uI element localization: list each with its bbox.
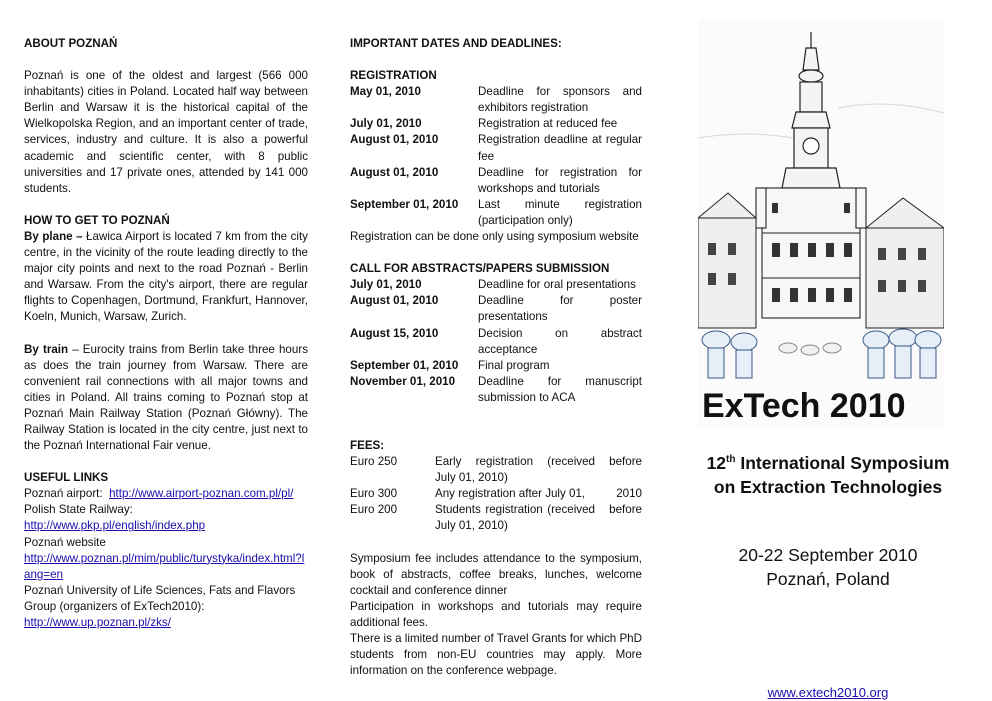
fee-amount: Euro 250 [350, 455, 398, 469]
registration-heading: REGISTRATION [350, 69, 437, 83]
about-column [24, 36, 308, 631]
row-text: Registration deadline at regular fee [478, 133, 642, 163]
plane-paragraph [24, 229, 308, 326]
fee-text [435, 502, 642, 534]
fee-note-2: Participation in workshops and tutorials may require additional fees. [350, 599, 642, 629]
city-label: Poznań website [24, 535, 106, 549]
row-text: Deadline for manuscript submission to ACA [478, 374, 642, 404]
town-hall-image [698, 18, 944, 428]
row-text: Decision on abstract acceptance [478, 326, 642, 356]
fee-text-main: Early registration (received July 01, 2010) [435, 455, 595, 485]
row-text: Final program [478, 358, 550, 372]
registration-row [350, 132, 642, 164]
registration-row [350, 197, 642, 229]
rail-link[interactable]: http://www.pkp.pl/english/index.php [24, 519, 206, 533]
fee-text [435, 486, 642, 502]
about-text: Poznań is one of the oldest and largest (566 000 inhabitants) cities in Poland. Located half way between Berlin and Warsaw it is the historical capital of the Wielkopolska Region, and an important center of trade, services, industry and culture. It is also a powerful academic and scientific center, with 8 public universities and 17 private ones, attended by 141 000 students. [24, 69, 308, 195]
train-paragraph [24, 342, 308, 455]
row-text: Deadline for sponsors and exhibitors registration [478, 85, 642, 115]
call-row [350, 358, 642, 374]
call-row [350, 374, 642, 406]
train-label: By train [24, 342, 69, 356]
fees-list [350, 454, 642, 534]
fee-note-3: There is a limited number of Travel Grants for which PhD students from non-EU countries may apply. More information on the conference webpage. [350, 632, 642, 678]
dates-heading: IMPORTANT DATES AND DEADLINES: [350, 37, 562, 50]
univ-label: Poznań University of Life Sciences, Fats and Flavors Group (organizers of ExTech2010): [24, 583, 296, 613]
event-dates [698, 543, 958, 591]
symposium-line-2: on Extraction Technologies [713, 476, 943, 497]
fee-amount: Euro 200 [350, 503, 398, 517]
call-heading: CALL FOR ABSTRACTS/PAPERS SUBMISSION [350, 262, 610, 276]
symposium-ordinal: 12 [706, 452, 727, 473]
univ-link[interactable]: http://www.up.poznan.pl/zks/ [24, 616, 171, 629]
fee-amount: Euro 300 [350, 487, 398, 501]
row-date: July 01, 2010 [350, 278, 422, 292]
plane-text: Ławica Airport is located 7 km from the city centre, in the vicinity of the route leading directly to the major city points and next to the road Poznań - Berlin and Warsaw. From the city's airport, there are regular flights to Copenhagen, Dortmund, Frankfurt, Hannover, Koeln, Munich, Warsaw, Zurich. [24, 229, 308, 324]
symposium-title [698, 448, 958, 499]
fee-row [350, 502, 642, 534]
brand-title: ExTech 2010 [702, 387, 906, 425]
rail-label: Polish State Railway: [24, 503, 133, 517]
airport-link-row [24, 486, 308, 502]
about-heading: ABOUT POZNAŃ [24, 37, 118, 50]
fee-text-main: Students registration (received July 01, 2010) [435, 503, 595, 533]
plane-label: By plane – [24, 229, 83, 243]
registration-note: Registration can be done only using symposium website [350, 230, 639, 244]
call-list [350, 277, 642, 406]
website [698, 685, 958, 701]
call-row [350, 293, 642, 325]
row-date: August 15, 2010 [350, 326, 439, 340]
event-place: Poznań, Poland [766, 569, 890, 589]
website-link[interactable]: www.extech2010.org [767, 685, 889, 700]
town-hall-sketch [698, 18, 944, 428]
registration-list [350, 84, 642, 229]
links-heading: USEFUL LINKS [24, 471, 109, 485]
row-date: September 01, 2010 [350, 197, 459, 211]
row-date: July 01, 2010 [350, 117, 422, 131]
cover-column [698, 18, 958, 700]
fee-text-tail: before [609, 455, 642, 469]
fee-text-tail: 2010 [616, 487, 642, 501]
call-row [350, 326, 642, 358]
fee-row [350, 486, 642, 502]
row-date: September 01, 2010 [350, 358, 459, 372]
row-date: August 01, 2010 [350, 165, 439, 179]
row-date: November 01, 2010 [350, 374, 456, 388]
fees-heading: FEES: [350, 438, 385, 452]
row-text: Last minute registration (participation only) [478, 197, 642, 227]
registration-row [350, 116, 642, 132]
row-date: August 01, 2010 [350, 294, 439, 308]
howto-heading: HOW TO GET TO POZNAŃ [24, 213, 170, 227]
dates-column [350, 36, 642, 679]
fee-text [435, 454, 642, 486]
fee-row [350, 454, 642, 486]
city-link[interactable]: http://www.poznan.pl/mim/public/turystyka/index.html?lang=en [24, 551, 305, 581]
row-date: May 01, 2010 [350, 85, 421, 99]
fee-text-tail: before [609, 503, 642, 517]
row-text: Deadline for poster presentations [478, 294, 642, 324]
airport-link[interactable]: http://www.airport-poznan.com.pl/pl/ [109, 487, 294, 501]
row-text: Registration at reduced fee [478, 117, 618, 131]
symposium-line-1: International Symposium [735, 452, 950, 473]
row-text: Deadline for registration for workshops and tutorials [478, 165, 642, 195]
event-date: 20-22 September 2010 [738, 545, 918, 565]
fee-text-main: Any registration after July 01, [435, 487, 586, 501]
train-text: – Eurocity trains from Berlin take three hours as does the train journey from Warsaw. There are convenient rail connections with all major towns and cities in Poland. All trains coming to Poznań stop at Poznań Main Railway Station (Poznań Główny). The Railway Station is located in the city centre, just next to the Poznań International Fair venue. [24, 342, 308, 453]
fee-note-1: Symposium fee includes attendance to the symposium, book of abstracts, coffee breaks, lunches, welcome cocktail and conference dinner [350, 551, 642, 597]
symposium-ordinal-suffix: th [726, 454, 736, 465]
registration-row [350, 84, 642, 116]
row-text: Deadline for oral presentations [478, 278, 636, 292]
registration-row [350, 165, 642, 197]
row-date: August 01, 2010 [350, 133, 439, 147]
airport-label: Poznań airport: [24, 487, 103, 501]
call-row [350, 277, 642, 293]
